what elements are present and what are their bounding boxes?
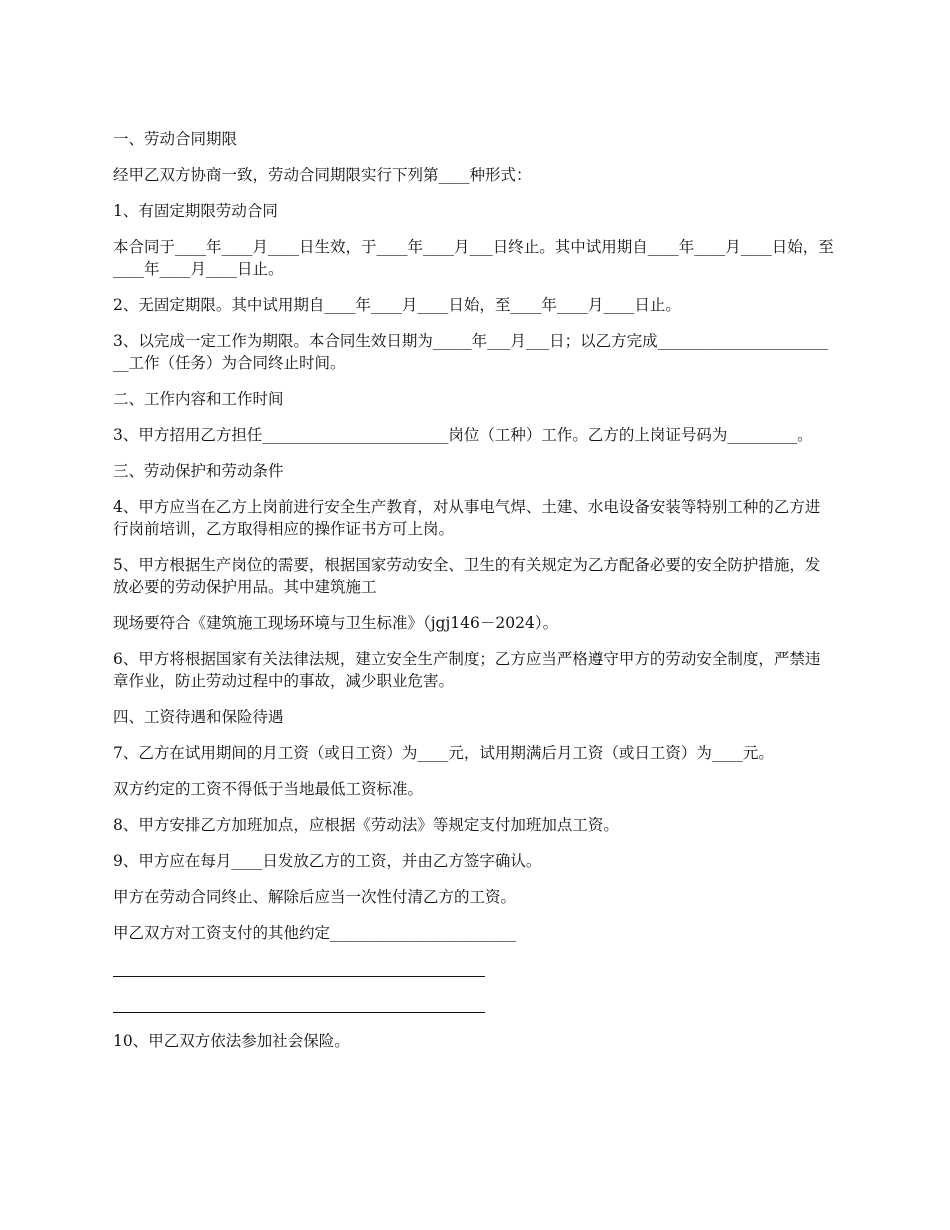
paragraph-wage-amount: 7、乙方在试用期间的月工资（或日工资）为____元，试用期满后月工资（或日工资）为____元。	[113, 744, 774, 762]
paragraph-safety-training: 4、甲方应当在乙方上岗前进行安全生产教育，对从事电气焊、土建、水电设备安装等特别工种的乙方进行岗前培训，乙方取得相应的操作证书方可上岗。	[113, 498, 821, 538]
paragraph-minimum-wage: 双方约定的工资不得低于当地最低工资标准。	[113, 780, 424, 798]
fill-in-line	[113, 994, 835, 1016]
section-heading-protection: 三、劳动保护和劳动条件	[113, 462, 284, 480]
paragraph-task-term: 3、以完成一定工作为期限。本合同生效日期为_____年___月___日；以乙方完成________________________工作（任务）为合同终止时间。	[113, 332, 829, 372]
paragraph-social-insurance: 10、甲乙双方依法参加社会保险。	[113, 1032, 350, 1050]
paragraph-fixed-term-dates: 本合同于____年____月____日生效，于____年____月___日终止。其中试用期自____年____月____日始，至____年____月____日止。	[113, 238, 834, 278]
paragraph-term-form: 经甲乙双方协商一致，劳动合同期限实行下列第____种形式：	[113, 166, 532, 184]
section-heading-wages: 四、工资待遇和保险待遇	[113, 708, 284, 726]
paragraph-fixed-term: 1、有固定期限劳动合同	[113, 202, 278, 220]
paragraph-safety-system: 6、甲方将根据国家有关法律法规，建立安全生产制度；乙方应当严格遵守甲方的劳动安全制度，严禁违章作业，防止劳动过程中的事故，减少职业危害。	[113, 650, 821, 690]
paragraph-overtime: 8、甲方安排乙方加班加点，应根据《劳动法》等规定支付加班加点工资。	[113, 816, 619, 834]
paragraph-site-standard: 现场要符合《建筑施工现场环境与卫生标准》（jgj146－2024）。	[113, 614, 559, 632]
paragraph-other-wage-terms: 甲乙双方对工资支付的其他约定________________________	[113, 924, 517, 942]
paragraph-protective-measures: 5、甲方根据生产岗位的需要，根据国家劳动安全、卫生的有关规定为乙方配备必要的安全防护措施，发放必要的劳动保护用品。其中建筑施工	[113, 556, 821, 596]
document-page	[113, 128, 835, 1066]
paragraph-pay-day: 9、甲方应在每月____日发放乙方的工资，并由乙方签字确认。	[113, 852, 542, 870]
section-heading-work: 二、工作内容和工作时间	[113, 390, 284, 408]
fill-in-line	[113, 958, 835, 980]
paragraph-job-position: 3、甲方招用乙方担任________________________岗位（工种）工作。乙方的上岗证号码为_________。	[113, 426, 813, 444]
paragraph-final-pay: 甲方在劳动合同终止、解除后应当一次性付清乙方的工资。	[113, 888, 517, 906]
section-heading-contract-term: 一、劳动合同期限	[113, 130, 238, 148]
paragraph-open-term: 2、无固定期限。其中试用期自____年____月____日始，至____年____月____日止。	[113, 296, 681, 314]
